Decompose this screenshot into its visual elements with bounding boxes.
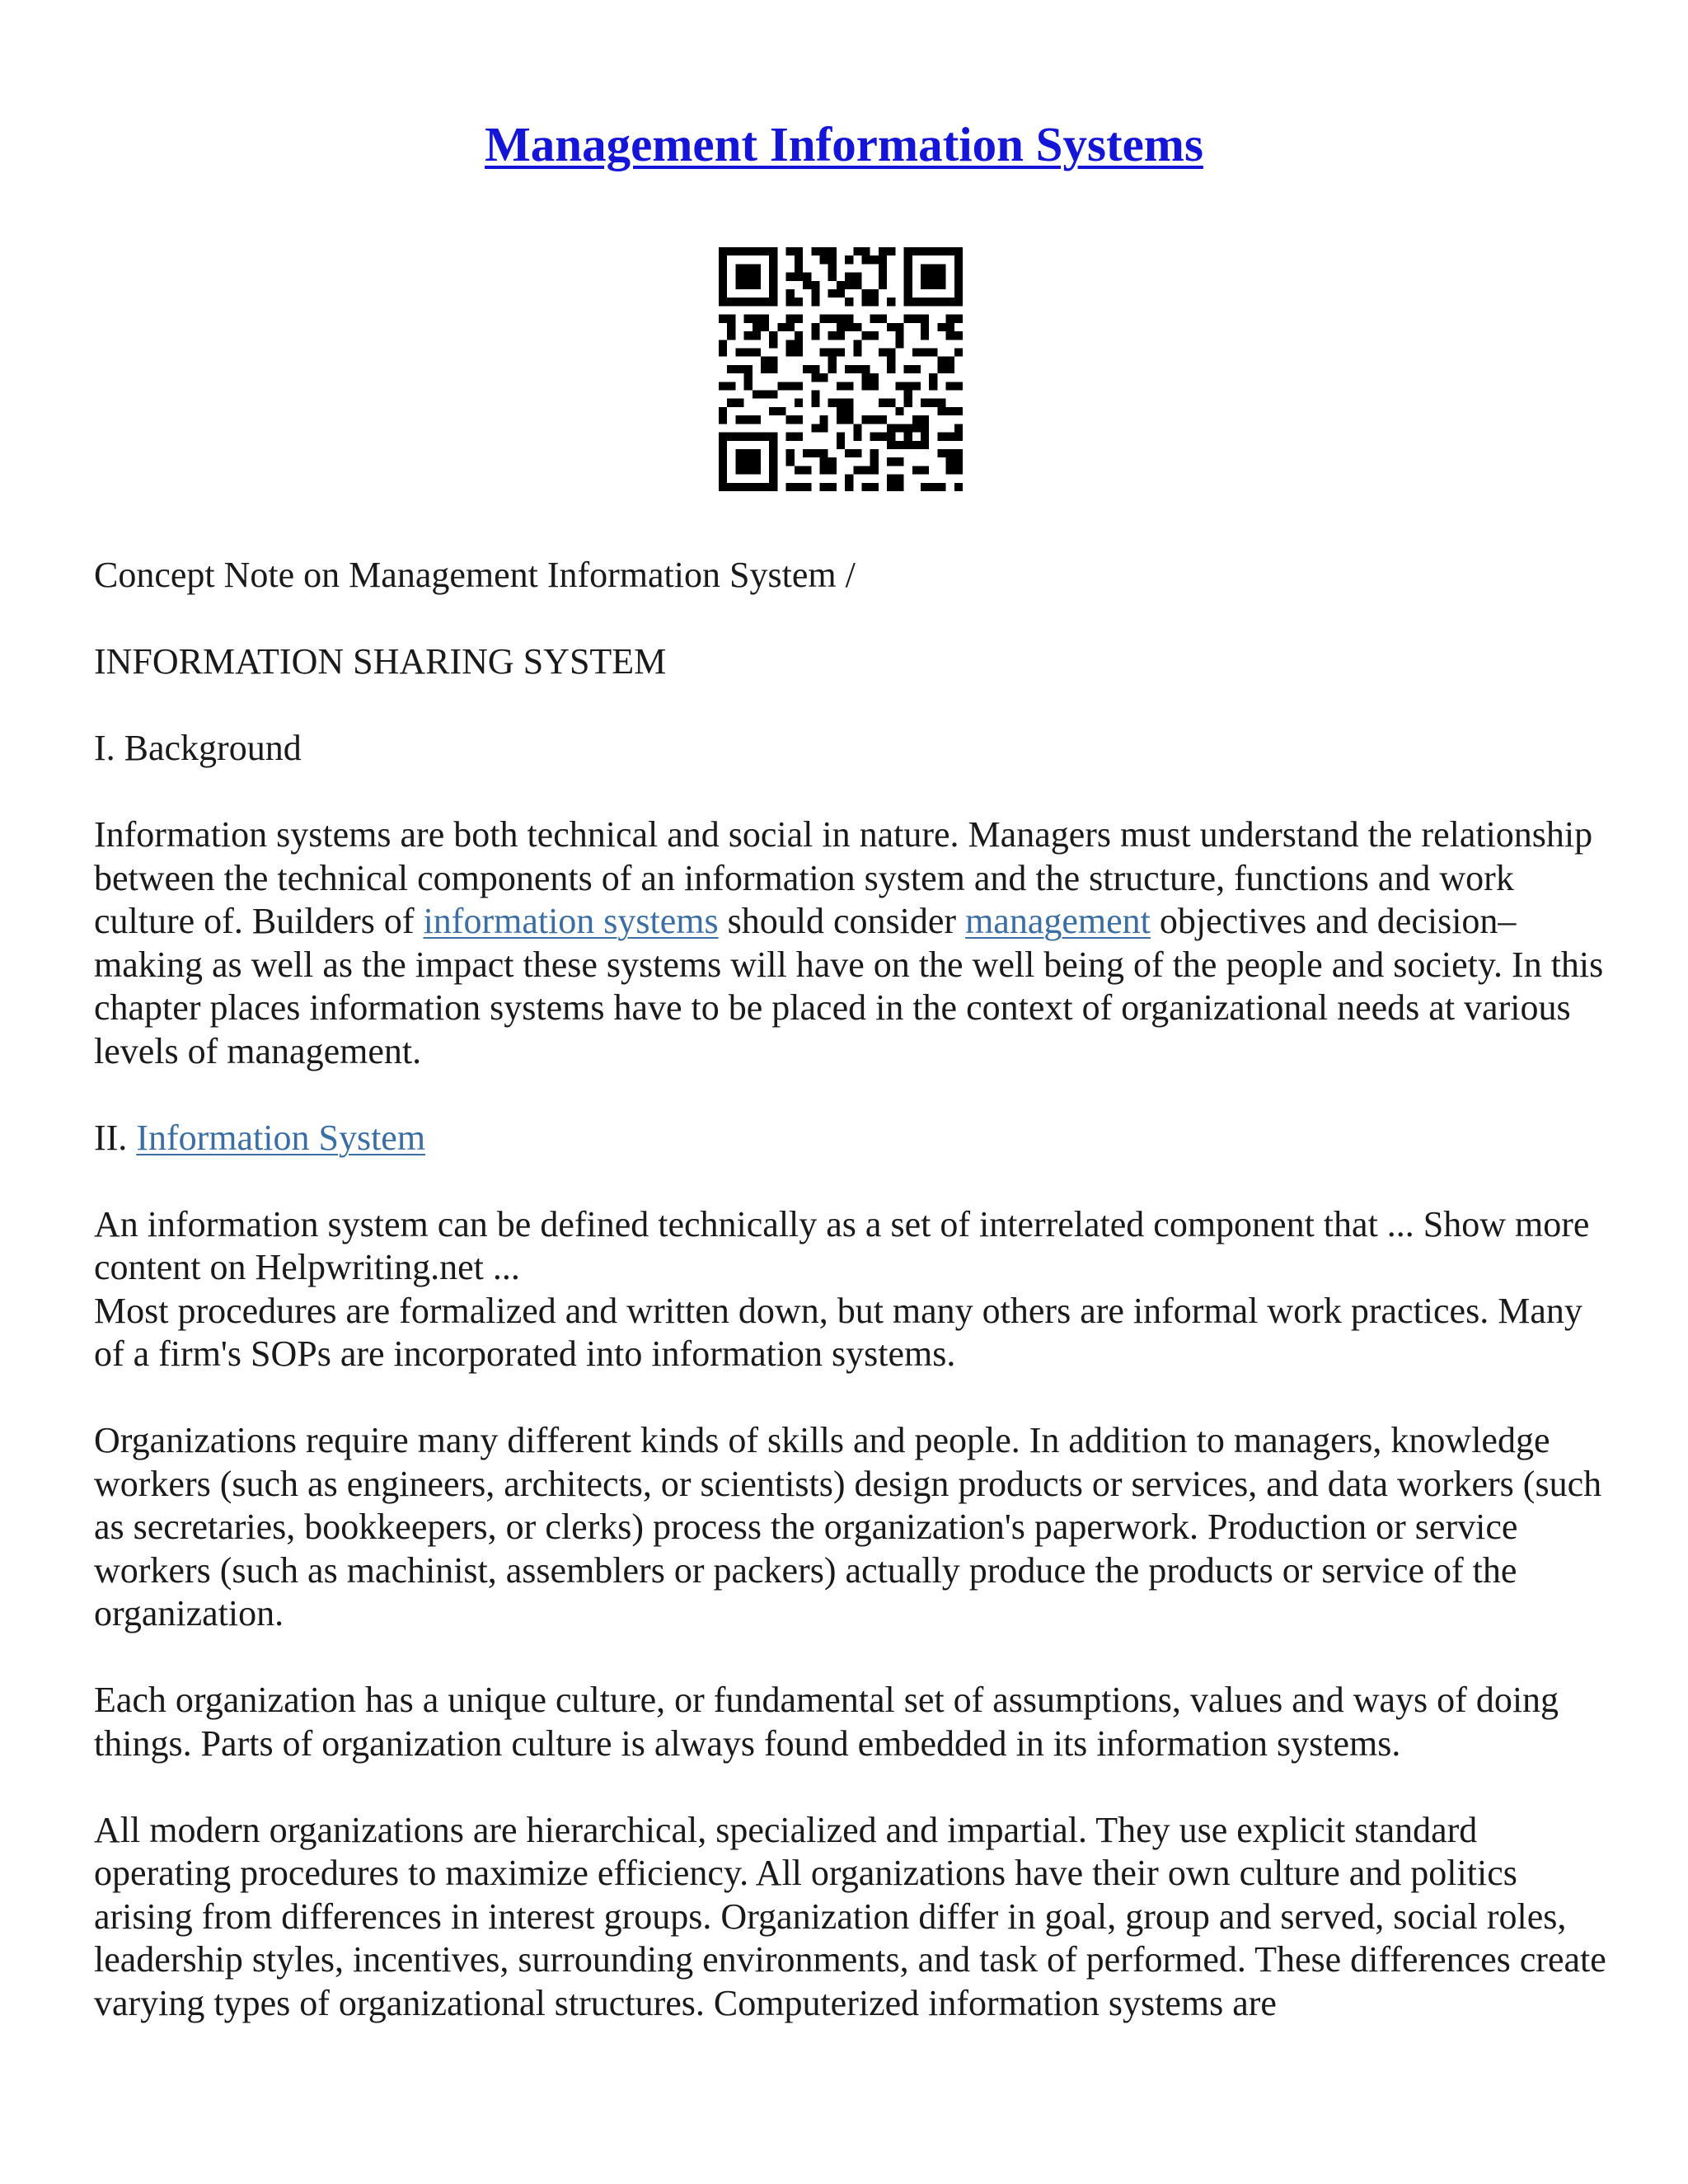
page-title	[0, 115, 1688, 173]
link-information-systems[interactable]: information systems	[423, 901, 719, 941]
heading-number: II.	[94, 1117, 137, 1158]
background-paragraph	[94, 813, 1619, 1073]
concept-note-line: Concept Note on Management Information System /	[94, 555, 856, 595]
background-text-2: should consider	[718, 901, 966, 941]
section-heading-information-system	[94, 1117, 1619, 1160]
background-text-3: objectives and decision–making as well as the impact these systems will have on the well being of the people and society. In this chapter places information systems have to be placed in the context of organizational needs at various levels of management.	[94, 901, 1604, 1071]
title-link[interactable]: Management Information Systems	[485, 117, 1203, 171]
procedures-paragraph: Most procedures are formalized and written down, but many others are informal work practices. Many of a firm's SOPs are incorporated into information systems.	[94, 1290, 1582, 1374]
section-heading-information-sharing: INFORMATION SHARING SYSTEM	[94, 641, 667, 682]
culture-paragraph: Each organization has a unique culture, or fundamental set of assumptions, values and ways of doing things. Parts of organization culture is always found embedded in its information systems.	[94, 1680, 1559, 1764]
background-text-1: Information systems are both technical and social in nature. Managers must understand the relationship between the technical components of an information system and the structure, functions and work culture of. Builders of	[94, 814, 1593, 941]
definition-paragraph: An information system can be defined technically as a set of interrelated component that ... Show more content on Helpwriting.net ...	[94, 1203, 1590, 1287]
skills-paragraph: Organizations require many different kinds of skills and people. In addition to managers, knowledge workers (such as engineers, architects, or scientists) design products or services, and data workers (such as secretaries, bookkeepers, or clerks) process the organization's paperwork. Production or service workers (such as machinist, assemblers or packers) actually produce the products or service of the organization.	[94, 1420, 1602, 1633]
link-information-system[interactable]: Information System	[136, 1117, 426, 1158]
qr-code	[719, 247, 963, 491]
modern-organizations-paragraph: All modern organizations are hierarchical, specialized and impartial. They use explicit standard operating procedures to maximize efficiency. All organizations have their own culture and politics arising from differences in interest groups. Organization differ in goal, group and served, social roles, leadership styles, incentives, surrounding environments, and task of performed. These differences create varying types of organizational structures. Computerized information systems are	[94, 1809, 1606, 2023]
document-body	[94, 554, 1619, 2069]
link-management[interactable]: management	[965, 901, 1151, 941]
section-heading-background: I. Background	[94, 728, 302, 768]
